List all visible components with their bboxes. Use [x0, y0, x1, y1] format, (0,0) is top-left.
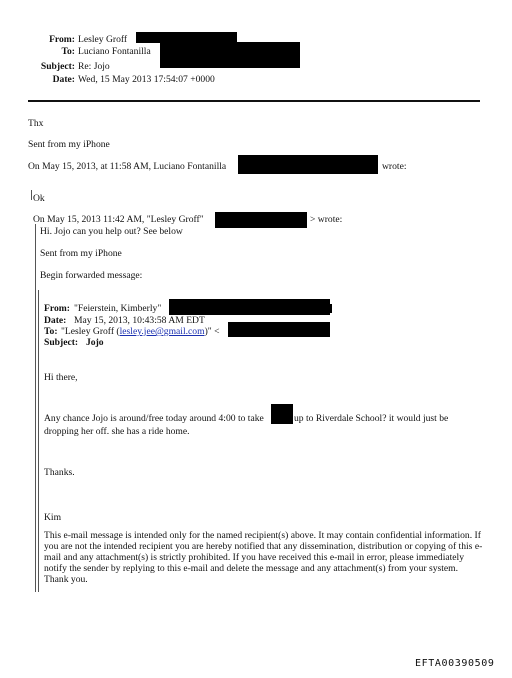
reply-attribution: On May 15, 2013, at 11:58 AM, Luciano Fontanilla [28, 161, 227, 172]
fwd-date-label: Date: [44, 315, 67, 326]
email-link[interactable]: lesley.jee@gmail.com [119, 326, 205, 337]
message-text: up to Riverdale School? it would just be [294, 413, 449, 424]
header-divider [28, 100, 480, 102]
message-text: Any chance Jojo is around/free today around 4:00 to take [44, 413, 264, 424]
redaction-box [160, 42, 300, 68]
fwd-to-value: "Lesley Groff (lesley.jee@gmail.com)" < [61, 326, 220, 337]
confidentiality-disclaimer: This e-mail message is intended only for the named recipient(s) above. It may contain confidential information. If you are not the intended recipient you are hereby notified that any dissemination, distribution or copying of this e-mail and any attachment(s) is strictly prohibited. If you have received this e-mail in error, please immediately notify the sender by replying to this e-mail and delete the message and any attachment(s) from your system. Thank you. [44, 530, 483, 585]
reply-text: Thx [28, 118, 44, 129]
signature-line: Sent from my iPhone [28, 139, 110, 150]
redaction-box [215, 212, 307, 228]
redaction-box [206, 304, 332, 313]
greeting: Hi there, [44, 372, 78, 383]
reply-attribution-suffix: wrote: [382, 161, 407, 172]
quote-bar [35, 224, 36, 592]
quote-bar [38, 290, 39, 592]
from-label: From: [49, 34, 75, 45]
reply-text: Hi. Jojo can you help out? See below [40, 226, 183, 237]
to-value: Luciano Fontanilla [78, 46, 151, 57]
fwd-from-label: From: [44, 303, 70, 314]
subject-label: Subject: [40, 61, 75, 72]
reply-attribution-suffix: > wrote: [310, 214, 343, 225]
redaction-box [228, 322, 330, 337]
fwd-to-label: To: [44, 326, 58, 337]
date-value: Wed, 15 May 2013 17:54:07 +0000 [78, 74, 215, 85]
redaction-box [238, 155, 378, 174]
to-label: To: [61, 46, 75, 57]
signature-line: Sent from my iPhone [40, 248, 122, 259]
date-label: Date: [52, 74, 75, 85]
reply-text: Ok [33, 193, 45, 204]
signature: Kim [44, 512, 62, 523]
reply-attribution: On May 15, 2013 11:42 AM, "Lesley Groff" [33, 214, 204, 225]
fwd-date-value: May 15, 2013, 10:43:58 AM EDT [74, 315, 205, 326]
quote-bar [31, 190, 32, 200]
fwd-subject-value: Jojo [86, 337, 104, 348]
forwarded-intro: Begin forwarded message: [40, 270, 143, 281]
message-text: dropping her off. she has a ride home. [44, 426, 190, 437]
redaction-box [271, 404, 293, 424]
subject-value: Re: Jojo [78, 61, 110, 72]
fwd-from-value: "Feierstein, Kimberly" [74, 303, 162, 314]
from-value: Lesley Groff [78, 34, 128, 45]
fwd-subject-label: Subject: [44, 337, 79, 348]
bates-stamp: EFTA00390509 [415, 658, 495, 669]
closing: Thanks. [44, 467, 75, 478]
